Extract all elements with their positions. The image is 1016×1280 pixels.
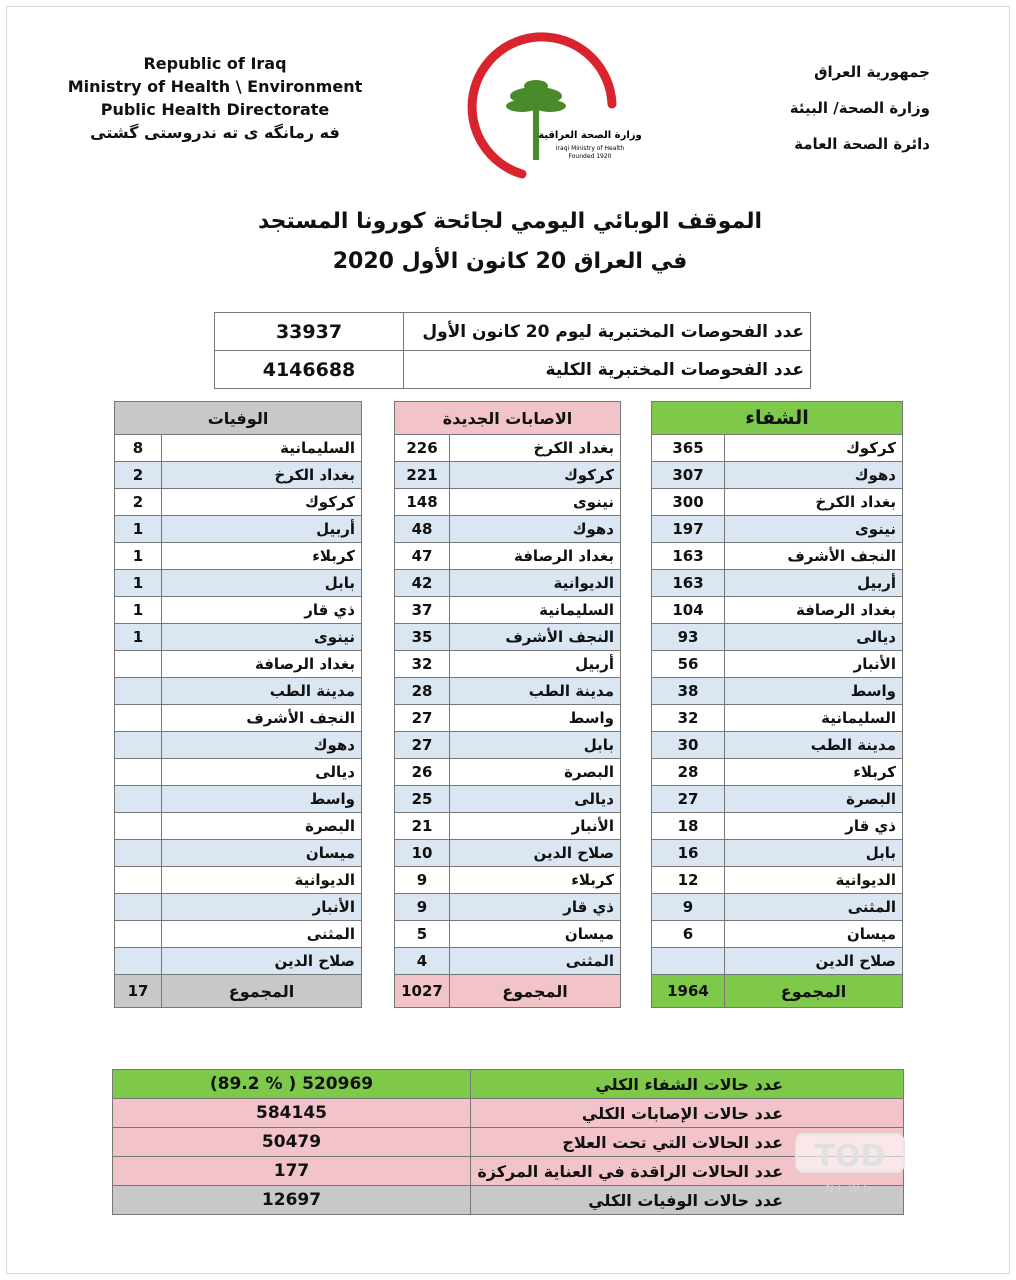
new-cases-table [394, 401, 621, 1008]
cases-province: ميسان [450, 921, 621, 948]
deaths-province: بغداد الرصافة [162, 651, 362, 678]
deaths-value: 1 [115, 570, 162, 597]
recoveries-row [652, 732, 903, 759]
header-en-line-3: Public Health Directorate [100, 100, 330, 119]
recoveries-province: البصرة [725, 786, 903, 813]
deaths-value [115, 867, 162, 894]
recoveries-province: نينوى [725, 516, 903, 543]
cases-row [395, 624, 621, 651]
cases-value: 21 [395, 813, 450, 840]
recoveries-province: ذي قار [725, 813, 903, 840]
recoveries-row [652, 462, 903, 489]
header-ar-line-3: دائرة الصحة العامة [794, 135, 930, 153]
recoveries-row [652, 435, 903, 462]
recoveries-value: 197 [652, 516, 725, 543]
deaths-province: بابل [162, 570, 362, 597]
deaths-row [115, 867, 362, 894]
cases-value: 148 [395, 489, 450, 516]
cases-province: بابل [450, 732, 621, 759]
deaths-row [115, 462, 362, 489]
deaths-value: 1 [115, 543, 162, 570]
recoveries-province: السليمانية [725, 705, 903, 732]
deaths-row [115, 678, 362, 705]
recoveries-row [652, 921, 903, 948]
deaths-value [115, 813, 162, 840]
deaths-total-row [115, 975, 362, 1008]
recoveries-province: ديالى [725, 624, 903, 651]
tests-table [214, 312, 811, 389]
deaths-row [115, 651, 362, 678]
deaths-province: المثنى [162, 921, 362, 948]
cases-value: 9 [395, 867, 450, 894]
recoveries-province: الديوانية [725, 867, 903, 894]
recoveries-row [652, 624, 903, 651]
cases-value: 4 [395, 948, 450, 975]
cases-value: 48 [395, 516, 450, 543]
recoveries-province: بغداد الرصافة [725, 597, 903, 624]
recoveries-value: 16 [652, 840, 725, 867]
deaths-row [115, 624, 362, 651]
recoveries-value: 32 [652, 705, 725, 732]
recoveries-province: صلاح الدين [725, 948, 903, 975]
deaths-value [115, 840, 162, 867]
recoveries-row [652, 651, 903, 678]
recoveries-province: دهوك [725, 462, 903, 489]
cases-row [395, 435, 621, 462]
cases-row [395, 921, 621, 948]
cases-value: 27 [395, 705, 450, 732]
recoveries-province: الأنبار [725, 651, 903, 678]
recoveries-province: بغداد الكرخ [725, 489, 903, 516]
cases-row [395, 651, 621, 678]
cases-province: الأنبار [450, 813, 621, 840]
cases-value: 9 [395, 894, 450, 921]
logo-founded-text: Founded 1920 [568, 153, 612, 160]
cases-province: أربيل [450, 651, 621, 678]
deaths-row [115, 597, 362, 624]
recoveries-value: 93 [652, 624, 725, 651]
logo-english-text: Iraqi Ministry of Health [555, 145, 625, 152]
watermark-sub: NEWS [825, 1182, 875, 1195]
summary-row [113, 1186, 904, 1215]
cases-province: ديالى [450, 786, 621, 813]
deaths-value: 1 [115, 516, 162, 543]
deaths-value [115, 759, 162, 786]
tests-daily-label: عدد الفحوصات المختبرية ليوم 20 كانون الأول [404, 313, 811, 351]
recoveries-row [652, 705, 903, 732]
summary-row [113, 1157, 904, 1186]
cases-value: 226 [395, 435, 450, 462]
tod-news-watermark [790, 1128, 910, 1198]
title-line-1: الموقف الوبائي اليومي لجائحة كورونا المستجد [257, 209, 763, 234]
deaths-province: كركوك [162, 489, 362, 516]
cases-header-row [395, 402, 621, 435]
summary-value: 177 [113, 1157, 471, 1186]
summary-table [112, 1069, 904, 1215]
deaths-row [115, 813, 362, 840]
deaths-province: مدينة الطب [162, 678, 362, 705]
recoveries-value: 307 [652, 462, 725, 489]
cases-province: بغداد الرصافة [450, 543, 621, 570]
cases-province: مدينة الطب [450, 678, 621, 705]
recoveries-province: أربيل [725, 570, 903, 597]
recoveries-row [652, 570, 903, 597]
cases-value: 221 [395, 462, 450, 489]
recoveries-row [652, 948, 903, 975]
deaths-value [115, 786, 162, 813]
cases-province: المثنى [450, 948, 621, 975]
recoveries-province: واسط [725, 678, 903, 705]
deaths-row [115, 894, 362, 921]
tests-total-label: عدد الفحوصات المختبرية الكلية [404, 351, 811, 389]
header-english [60, 52, 370, 144]
cases-province: صلاح الدين [450, 840, 621, 867]
summary-label: عدد الحالات الراقدة في العناية المركزة [471, 1157, 904, 1186]
recoveries-value: 163 [652, 543, 725, 570]
cases-row [395, 732, 621, 759]
cases-value: 27 [395, 732, 450, 759]
recoveries-row [652, 678, 903, 705]
deaths-total-label: المجموع [162, 975, 362, 1008]
cases-province: كركوك [450, 462, 621, 489]
deaths-value [115, 678, 162, 705]
summary-value: (89.2 % ) 520969 [113, 1070, 471, 1099]
cases-province: النجف الأشرف [450, 624, 621, 651]
cases-row [395, 840, 621, 867]
recoveries-value: 30 [652, 732, 725, 759]
cases-province: نينوى [450, 489, 621, 516]
summary-label: عدد حالات الوفيات الكلي [471, 1186, 904, 1215]
cases-row [395, 867, 621, 894]
cases-value: 26 [395, 759, 450, 786]
recoveries-province: مدينة الطب [725, 732, 903, 759]
deaths-row [115, 786, 362, 813]
recoveries-value: 27 [652, 786, 725, 813]
tests-row-daily [215, 313, 811, 351]
deaths-province: ديالى [162, 759, 362, 786]
recoveries-row [652, 516, 903, 543]
recoveries-value: 104 [652, 597, 725, 624]
deaths-row [115, 489, 362, 516]
cases-province: بغداد الكرخ [450, 435, 621, 462]
cases-row [395, 813, 621, 840]
recoveries-value: 38 [652, 678, 725, 705]
summary-value: 584145 [113, 1099, 471, 1128]
deaths-province: صلاح الدين [162, 948, 362, 975]
cases-total-value: 1027 [395, 975, 450, 1008]
header-ar-line-1: جمهورية العراق [814, 63, 930, 81]
logo-arabic-text: وزارة الصحة العراقية [538, 130, 642, 141]
cases-value: 47 [395, 543, 450, 570]
header-en-line-1: Republic of Iraq [143, 54, 287, 73]
deaths-row [115, 759, 362, 786]
deaths-province: نينوى [162, 624, 362, 651]
header-arabic [730, 54, 930, 162]
cases-row [395, 948, 621, 975]
cases-total-row [395, 975, 621, 1008]
deaths-province: كربلاء [162, 543, 362, 570]
recoveries-province: كركوك [725, 435, 903, 462]
deaths-province: السليمانية [162, 435, 362, 462]
cases-value: 32 [395, 651, 450, 678]
recoveries-value: 28 [652, 759, 725, 786]
cases-province: البصرة [450, 759, 621, 786]
deaths-province: أربيل [162, 516, 362, 543]
deaths-value: 2 [115, 489, 162, 516]
deaths-header-row [115, 402, 362, 435]
deaths-row [115, 840, 362, 867]
recoveries-value: 18 [652, 813, 725, 840]
deaths-province: دهوك [162, 732, 362, 759]
deaths-value [115, 732, 162, 759]
watermark-brand: TOD [814, 1139, 886, 1174]
cases-row [395, 570, 621, 597]
deaths-row [115, 732, 362, 759]
deaths-total-value: 17 [115, 975, 162, 1008]
recoveries-row [652, 489, 903, 516]
cases-province: السليمانية [450, 597, 621, 624]
deaths-value: 2 [115, 462, 162, 489]
cases-row [395, 462, 621, 489]
recoveries-row [652, 786, 903, 813]
summary-row [113, 1128, 904, 1157]
cases-province: ذي قار [450, 894, 621, 921]
cases-row [395, 786, 621, 813]
deaths-value [115, 651, 162, 678]
header-kurdish-line: فه رمانگه ى ته ندروستى گشتى [90, 123, 340, 142]
cases-value: 28 [395, 678, 450, 705]
deaths-value: 1 [115, 624, 162, 651]
cases-value: 35 [395, 624, 450, 651]
recoveries-value: 300 [652, 489, 725, 516]
deaths-row [115, 921, 362, 948]
recoveries-total-label: المجموع [725, 975, 903, 1008]
recoveries-total-row [652, 975, 903, 1008]
deaths-province: ذي قار [162, 597, 362, 624]
deaths-province: البصرة [162, 813, 362, 840]
deaths-value [115, 948, 162, 975]
deaths-header: الوفيات [115, 402, 362, 435]
title-line-2: في العراق 20 كانون الأول 2020 [332, 249, 688, 274]
cases-row [395, 543, 621, 570]
cases-value: 10 [395, 840, 450, 867]
cases-province: دهوك [450, 516, 621, 543]
cases-row [395, 759, 621, 786]
summary-label: عدد حالات الإصابات الكلي [471, 1099, 904, 1128]
cases-row [395, 705, 621, 732]
summary-value: 12697 [113, 1186, 471, 1215]
recoveries-province: ميسان [725, 921, 903, 948]
cases-row [395, 516, 621, 543]
deaths-value [115, 921, 162, 948]
recoveries-header: الشفاء [652, 402, 903, 435]
deaths-table [114, 401, 362, 1008]
cases-row [395, 489, 621, 516]
tests-total-value: 4146688 [215, 351, 404, 389]
tests-daily-value: 33937 [215, 313, 404, 351]
deaths-province: بغداد الكرخ [162, 462, 362, 489]
deaths-value: 8 [115, 435, 162, 462]
cases-row [395, 894, 621, 921]
deaths-row [115, 570, 362, 597]
deaths-value [115, 705, 162, 732]
cases-value: 37 [395, 597, 450, 624]
recoveries-province: بابل [725, 840, 903, 867]
deaths-province: الأنبار [162, 894, 362, 921]
cases-value: 25 [395, 786, 450, 813]
recoveries-value: 365 [652, 435, 725, 462]
ministry-logo [462, 34, 642, 184]
recoveries-value [652, 948, 725, 975]
cases-value: 42 [395, 570, 450, 597]
tests-row-total [215, 351, 811, 389]
recoveries-row [652, 759, 903, 786]
page-title [200, 202, 820, 282]
recoveries-row [652, 597, 903, 624]
recoveries-province: المثنى [725, 894, 903, 921]
deaths-province: النجف الأشرف [162, 705, 362, 732]
cases-total-label: المجموع [450, 975, 621, 1008]
cases-province: كربلاء [450, 867, 621, 894]
recoveries-row [652, 840, 903, 867]
recoveries-value: 12 [652, 867, 725, 894]
recoveries-table [651, 401, 903, 1008]
summary-row [113, 1099, 904, 1128]
cases-row [395, 597, 621, 624]
deaths-row [115, 948, 362, 975]
deaths-province: ميسان [162, 840, 362, 867]
deaths-row [115, 435, 362, 462]
cases-row [395, 678, 621, 705]
summary-value: 50479 [113, 1128, 471, 1157]
recoveries-row [652, 543, 903, 570]
deaths-row [115, 543, 362, 570]
summary-label: عدد حالات الشفاء الكلي [471, 1070, 904, 1099]
recoveries-value: 9 [652, 894, 725, 921]
cases-province: واسط [450, 705, 621, 732]
header-en-line-2: Ministry of Health \ Environment [67, 77, 363, 96]
recoveries-row [652, 894, 903, 921]
deaths-row [115, 705, 362, 732]
recoveries-value: 56 [652, 651, 725, 678]
recoveries-header-row [652, 402, 903, 435]
cases-header: الاصابات الجديدة [395, 402, 621, 435]
recoveries-row [652, 867, 903, 894]
header-ar-line-2: وزارة الصحة/ البيئة [789, 99, 930, 117]
cases-province: الديوانية [450, 570, 621, 597]
summary-row [113, 1070, 904, 1099]
deaths-row [115, 516, 362, 543]
recoveries-value: 163 [652, 570, 725, 597]
recoveries-province: النجف الأشرف [725, 543, 903, 570]
deaths-value [115, 894, 162, 921]
recoveries-total-value: 1964 [652, 975, 725, 1008]
recoveries-value: 6 [652, 921, 725, 948]
recoveries-row [652, 813, 903, 840]
recoveries-province: كربلاء [725, 759, 903, 786]
cases-value: 5 [395, 921, 450, 948]
deaths-value: 1 [115, 597, 162, 624]
summary-label: عدد الحالات التي تحت العلاج [471, 1128, 904, 1157]
deaths-province: واسط [162, 786, 362, 813]
deaths-province: الديوانية [162, 867, 362, 894]
